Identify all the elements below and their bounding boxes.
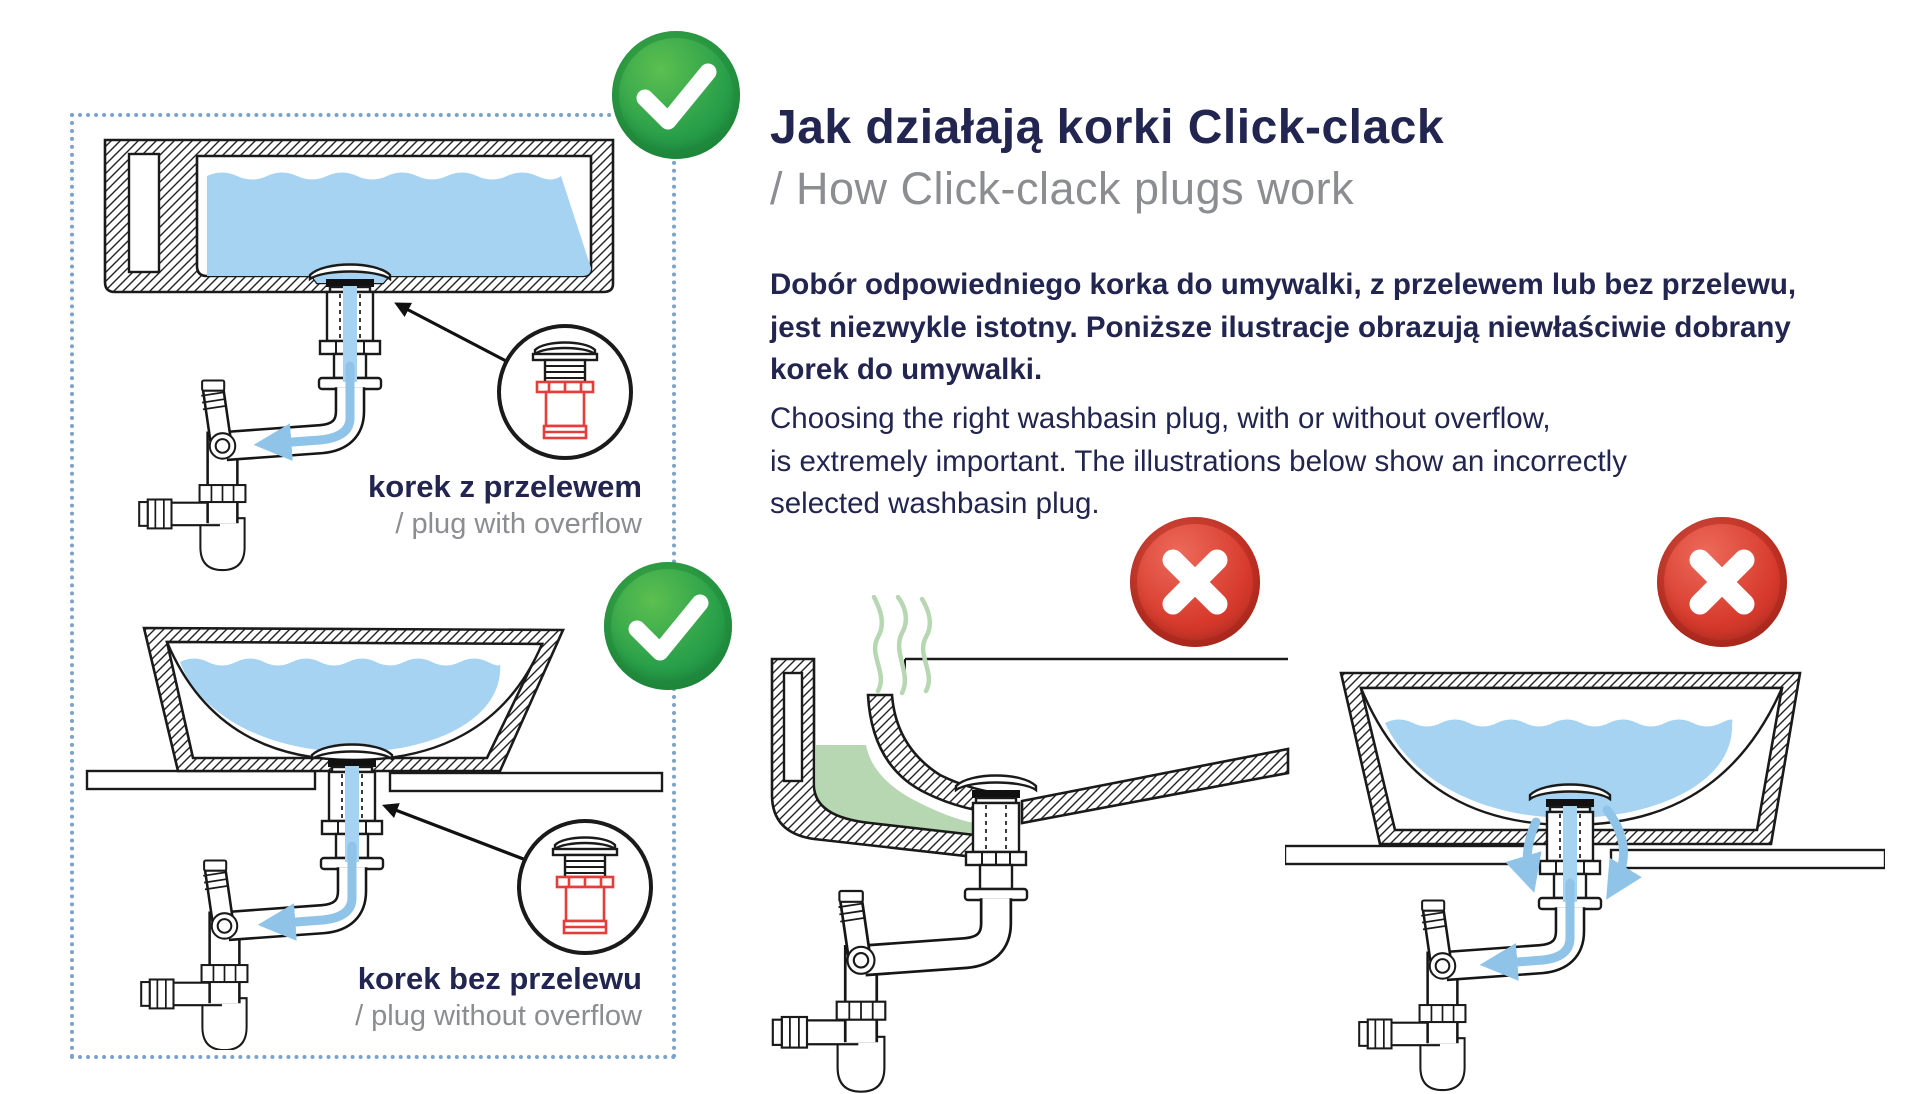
- caption-en: / plug with overflow: [395, 508, 642, 540]
- x-icon: [1130, 517, 1260, 647]
- caption-pl: korek bez przelewu: [357, 961, 642, 996]
- water: [207, 173, 591, 284]
- check-icon: [612, 31, 740, 159]
- figure-vessel-basin-wrong-plug: [1285, 598, 1885, 1094]
- caption-pl: korek z przelewem: [368, 469, 642, 504]
- intro-paragraph-en: [770, 398, 1627, 526]
- x-badge-2: [1657, 517, 1787, 647]
- intro-pl-line-3: korek do umywalki.: [770, 353, 1043, 386]
- overflow-channel: [784, 673, 802, 781]
- countertop-left: [1285, 846, 1528, 864]
- x-icon: [1657, 517, 1787, 647]
- basin-floor: [1022, 749, 1288, 823]
- overflow-channel: [129, 154, 159, 272]
- intro-pl-line-1: Dobór odpowiedniego korka do umywalki, z przelewem lub bez przelewu,: [770, 268, 1797, 301]
- countertop-right: [1611, 850, 1885, 868]
- plug-detail-inset: [519, 821, 651, 953]
- odor-line: [898, 597, 906, 693]
- plug-detail-inset: [499, 326, 631, 458]
- countertop-right: [390, 773, 662, 791]
- x-badge-1: [1130, 517, 1260, 647]
- odor-line: [922, 599, 930, 691]
- caption-plug-without-overflow: [244, 960, 642, 1035]
- figure-overflow-basin-wrong-plug: [770, 595, 1290, 1094]
- check-icon: [604, 562, 732, 690]
- siphon-trap: [773, 891, 996, 1092]
- caption-plug-with-overflow: [250, 468, 642, 543]
- intro-en-line-3: selected washbasin plug.: [770, 487, 1100, 520]
- intro-pl-line-2: jest niezwykle istotny. Poniższe ilustracje obrazują niewłaściwie dobrany: [770, 310, 1791, 344]
- intro-en-line-1: Choosing the right washbasin plug, with or without overflow,: [770, 402, 1551, 435]
- odor-line: [874, 597, 882, 691]
- page-subtitle: / How Click-clack plugs work: [770, 163, 1355, 214]
- check-badge-2: [604, 562, 732, 690]
- pointer-arrow: [397, 304, 508, 362]
- siphon-trap: [1359, 901, 1570, 1091]
- check-badge-1: [612, 31, 740, 159]
- leak-arrow-left: [1527, 822, 1536, 882]
- intro-en-line-2: is extremely important. The illustrations below show an incorrectly: [770, 444, 1627, 478]
- caption-en: / plug without overflow: [355, 1000, 642, 1032]
- countertop-left: [87, 771, 315, 789]
- page-title: Jak działają korki Click-clack: [770, 101, 1445, 154]
- pointer-arrow: [385, 806, 526, 860]
- intro-paragraph-pl: [770, 264, 1796, 392]
